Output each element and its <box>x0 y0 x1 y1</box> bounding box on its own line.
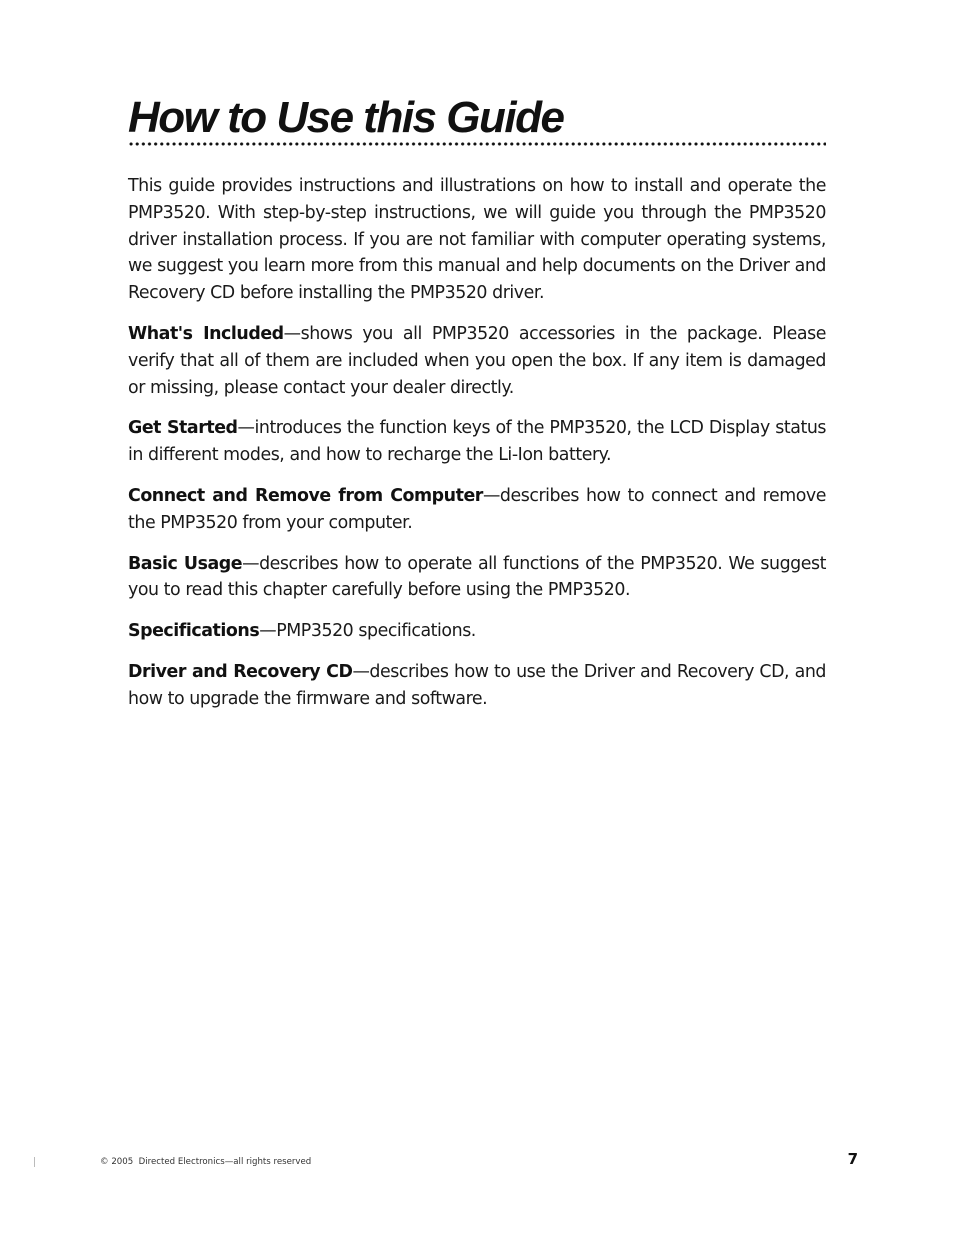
section-description: —introduces the function keys of the PMP3520, the LCD Display status in different modes, and how to recharge the Li-Ion battery. <box>128 418 826 466</box>
section-connect-remove <box>128 483 826 537</box>
section-description: —describes how to use the Driver and Recovery CD, and how to upgrade the firmware and software. <box>128 661 826 709</box>
dotted-rule <box>128 142 826 146</box>
intro-paragraph: This guide provides instructions and illustrations on how to install and operate the PMP3520. With step-by-step instructions, we will guide you through the PMP3520 driver installation process. If you are not familiar with computer operating systems, we suggest you learn more from this manual and help documents on the Driver and Recovery CD before installing the PMP3520 driver. <box>128 176 826 304</box>
footer-copyright: © 2005 Directed Electronics—all rights reserved <box>100 1157 312 1167</box>
section-term: Driver and Recovery CD <box>128 661 353 682</box>
section-description: —PMP3520 specifications. <box>259 621 476 642</box>
section-description: —describes how to operate all functions of the PMP3520. We suggest you to read this chapter carefully before using the PMP3520. <box>128 553 827 601</box>
section-get-started <box>128 415 826 469</box>
guide-content <box>128 173 826 727</box>
section-basic-usage <box>128 551 826 605</box>
section-driver-recovery-cd <box>128 659 826 713</box>
section-term: What's Included <box>128 323 284 344</box>
section-description: —describes how to connect and remove the PMP3520 from your computer. <box>128 485 826 533</box>
section-term: Basic Usage <box>128 553 243 574</box>
page-number: 7 <box>847 1150 858 1168</box>
section-term: Specifications <box>128 621 260 642</box>
section-description: —shows you all PMP3520 accessories in the package. Please verify that all of them are included when you open the box. If any item is damaged or missing, please contact your dealer directly. <box>128 323 826 398</box>
section-specifications <box>128 618 826 645</box>
footer-margin-mark <box>34 1157 35 1167</box>
section-whats-included <box>128 321 826 401</box>
section-term: Connect and Remove from Computer <box>128 485 483 506</box>
page-title: How to Use this Guide <box>128 93 564 142</box>
section-term: Get Started <box>128 418 238 439</box>
